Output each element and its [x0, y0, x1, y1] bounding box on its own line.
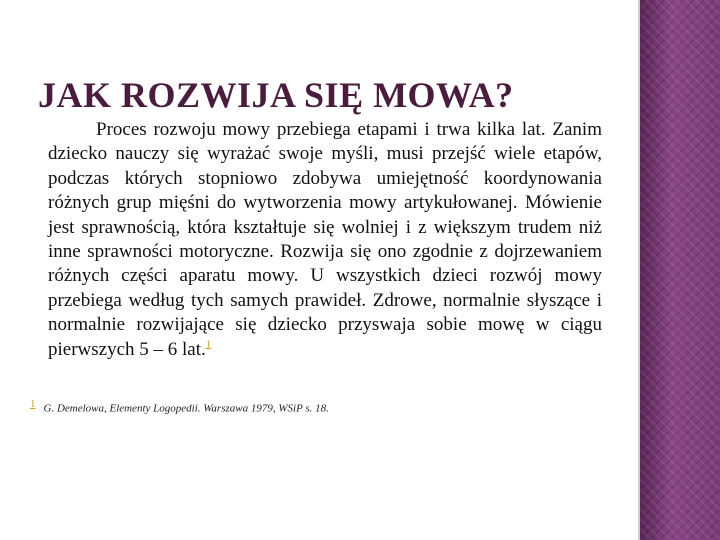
slide-title: JAK ROZWIJA SIĘ MOWA? [38, 75, 514, 115]
footnote-marker-link[interactable]: 1 [30, 398, 36, 410]
body-text: Proces rozwoju mowy przebiega etapami i trwa kilka lat. Zanim dziecko nauczy się wyrażać swoje myśli, musi przejść wiele etapów, podczas których stopniowo zdobywa umiejętność koordynowania różnych grup mięśni do wytworzenia mowy artykułowanej. Mówienie jest sprawnością, która kształtuje się wolniej i z większym trudem niż inne sprawności motoryczne. Rozwija się ono zgodnie z dojrzewaniem różnych części aparatu mowy. U wszystkich dzieci rozwój mowy przebiega według tych samych prawideł. Zdrowe, normalnie słyszące i normalnie rozwijające się dziecko przyswaja sobie mowę w ciągu pierwszych 5 – 6 lat. [48, 119, 602, 360]
body-paragraph [48, 118, 602, 362]
footnote-reference-link[interactable]: 1 [205, 338, 212, 351]
footnote-text: G. Demelowa, Elementy Logopedii. Warszawa 1979, WSiP s. 18. [43, 402, 329, 415]
decorative-accent-band [640, 0, 720, 540]
footnote [30, 398, 329, 415]
